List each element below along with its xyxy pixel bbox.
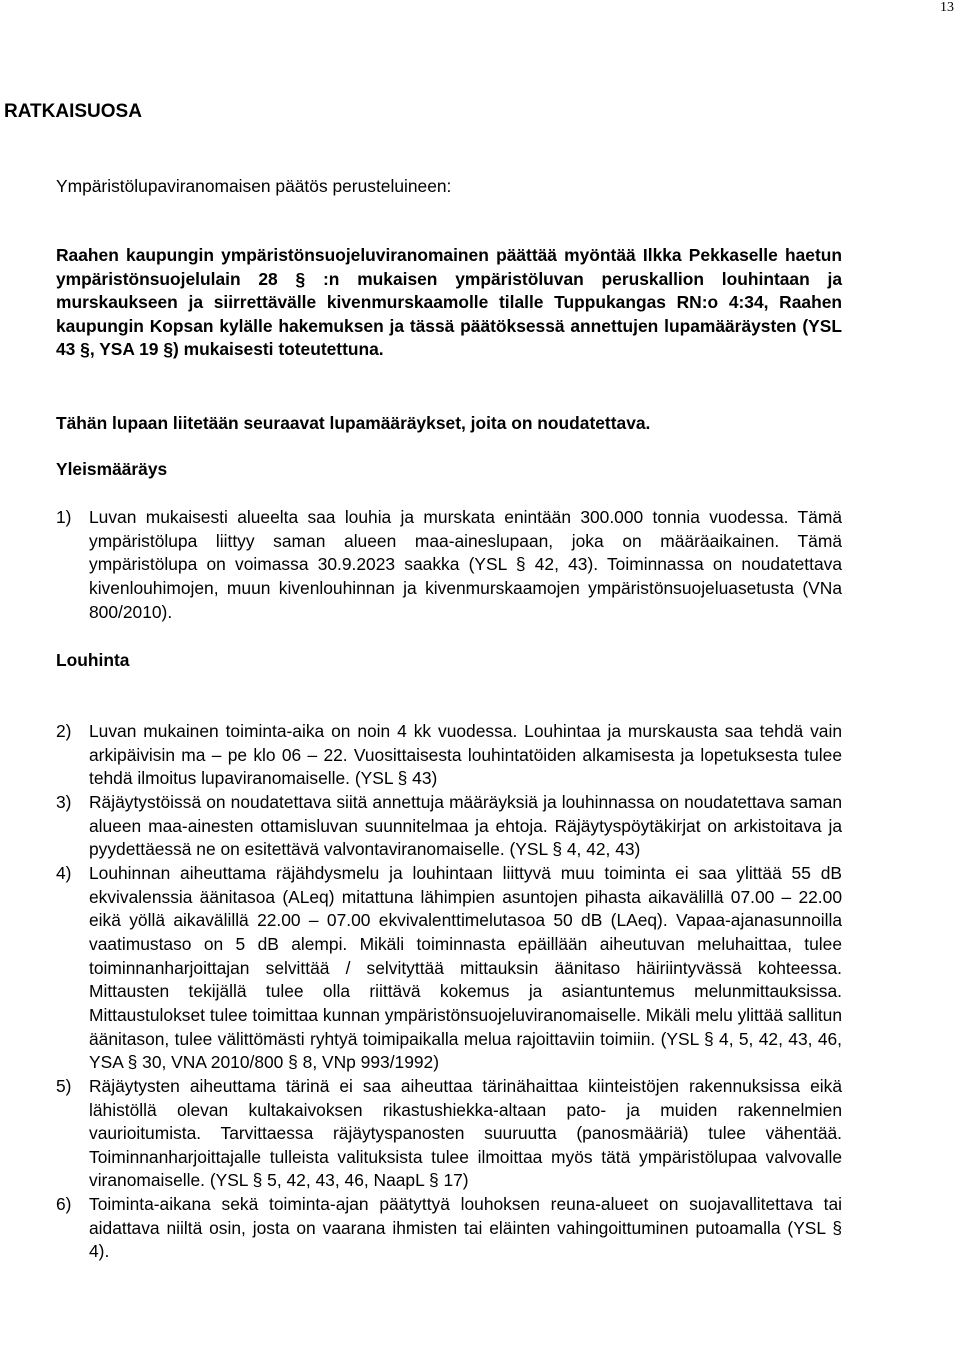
regulation-item (56, 720, 842, 791)
regulation-item (56, 791, 842, 862)
page-heading: RATKAISUOSA (4, 101, 142, 122)
regulation-text: Luvan mukaisesti alueelta saa louhia ja murskata enintään 300.000 tonnia vuodessa. Tämä ympäristölupa liittyy saman alueen maa-aineslupaan, joka on määräaikainen. Tämä ympäristölupa on voimassa 30.9.2023 saakka (YSL § 42, 43). Toiminnassa on noudatettava kivenlouhimojen, muun kivenlouhinnan ja kivenmurskaamojen ympäristönsuojeluasetusta (VNa 800/2010). (89, 507, 842, 622)
regulation-number: 4) (56, 862, 72, 883)
quarrying-regulations-list (56, 720, 842, 1264)
page-number: 13 (940, 0, 954, 15)
regulation-item (56, 506, 842, 624)
regulation-number: 5) (56, 1075, 72, 1096)
regulation-text: Toiminta-aikana sekä toiminta-ajan päätyttyä louhoksen reuna-alueet on suojavallitettava tai aidattava niiltä osin, josta on vaarana ihmisten tai eläinten vahingoittuminen putoamalla (YSL § 4). (89, 1194, 842, 1262)
general-regulations-list (56, 506, 842, 624)
regulation-number: 3) (56, 791, 72, 812)
attachment-note: Tähän lupaan liitetään seuraavat lupamääräykset, joita on noudatettava. (56, 413, 651, 433)
decision-paragraph: Raahen kaupungin ympäristönsuojeluviranomainen päättää myöntää Ilkka Pekkaselle haetun ympäristönsuojelulain 28 § :n mukaisen ympäristöluvan peruskallion louhintaan ja murskaukseen ja siirrettävälle kivenmurskaamolle tilalle Tuppukangas RN:o 4:34, Raahen kaupungin Kopsan kylälle hakemuksen ja tässä päätöksessä annettujen lupamääräysten (YSL 43 §, YSA 19 §) mukaisesti toteutettuna. (56, 245, 842, 360)
regulation-item (56, 1193, 842, 1264)
regulation-number: 1) (56, 507, 72, 527)
decision-subtitle: Ympäristölupaviranomaisen päätös perusteluineen: (56, 176, 452, 196)
regulation-item (56, 862, 842, 1075)
section-title-quarrying: Louhinta (56, 650, 130, 670)
regulation-number: 2) (56, 721, 72, 741)
regulation-text: Luvan mukainen toiminta-aika on noin 4 kk vuodessa. Louhintaa ja murskausta saa tehdä vain arkipäivisin ma – pe klo 06 – 22. Vuosittaisesta louhintatöiden alkamisesta ja lopetuksesta tulee tehdä ilmoitus lupaviranomaiselle. (YSL § 43) (89, 721, 842, 789)
regulation-item (56, 1075, 842, 1193)
section-title-general: Yleismääräys (56, 459, 168, 479)
regulation-text: Louhinnan aiheuttama räjähdysmelu ja louhintaan liittyvä muu toiminta ei saa ylittää 55 dB ekvivalenssia äänitasoa (ALeq) mitattuna lähimpien asuntojen pihasta aikavälillä 07.00 – 22.00 eikä yöllä aikavälillä 22.00 – 07.00 ekvivalenttimelutasoa 50 dB (LAeq). Vapaa-ajanasunnoilla vaatimustaso on 5 dB alempi. Mikäli toiminnasta epäillään aiheutuvan meluhaittaa, tulee toiminnanharjoittajan selvittää / selvityttää mittauksin äänitaso häiriintyvässä kohteessa. Mittausten tekijällä tulee olla riittävä kokemus ja asiantuntemus melunmittauksissa. Mittaustulokset tulee toimittaa kunnan ympäristönsuojeluviranomaiselle. Mikäli melu ylittää sallitun äänitason, tulee välittömästi ryhtyä toimipaikalla melua rajoittaviin toimiin. (YSL § 4, 5, 42, 43, 46, YSA § 30, VNA 2010/800 § 8, VNp 993/1992) (89, 862, 842, 1073)
regulation-text: Räjäytystöissä on noudatettava siitä annettuja määräyksiä ja louhinnassa on noudatettava saman alueen maa-ainesten ottamisluvan suunnitelmaa ja ehtoja. Räjäytyspöytäkirjat on arkistoitava ja pyydettäessä ne on esitettävä valvontaviranomaiselle. (YSL § 4, 42, 43) (89, 791, 842, 860)
regulation-number: 6) (56, 1194, 72, 1215)
regulation-text: Räjäytysten aiheuttama tärinä ei saa aiheuttaa tärinähaittaa kiinteistöjen rakennuksissa eikä lähistöllä olevan kultakaivoksen rikastushiekka-altaan pato- ja muiden rakennelmien vaurioitumista. Tarvittaessa räjäytyspanosten suuruutta (panosmääriä) tulee vähentää. Toiminnanharjoittajalle tulleista valituksista tulee ilmoittaa myös tätä ympäristölupaa valvovalle viranomaiselle. (YSL § 5, 42, 43, 46, NaapL § 17) (89, 1075, 842, 1191)
